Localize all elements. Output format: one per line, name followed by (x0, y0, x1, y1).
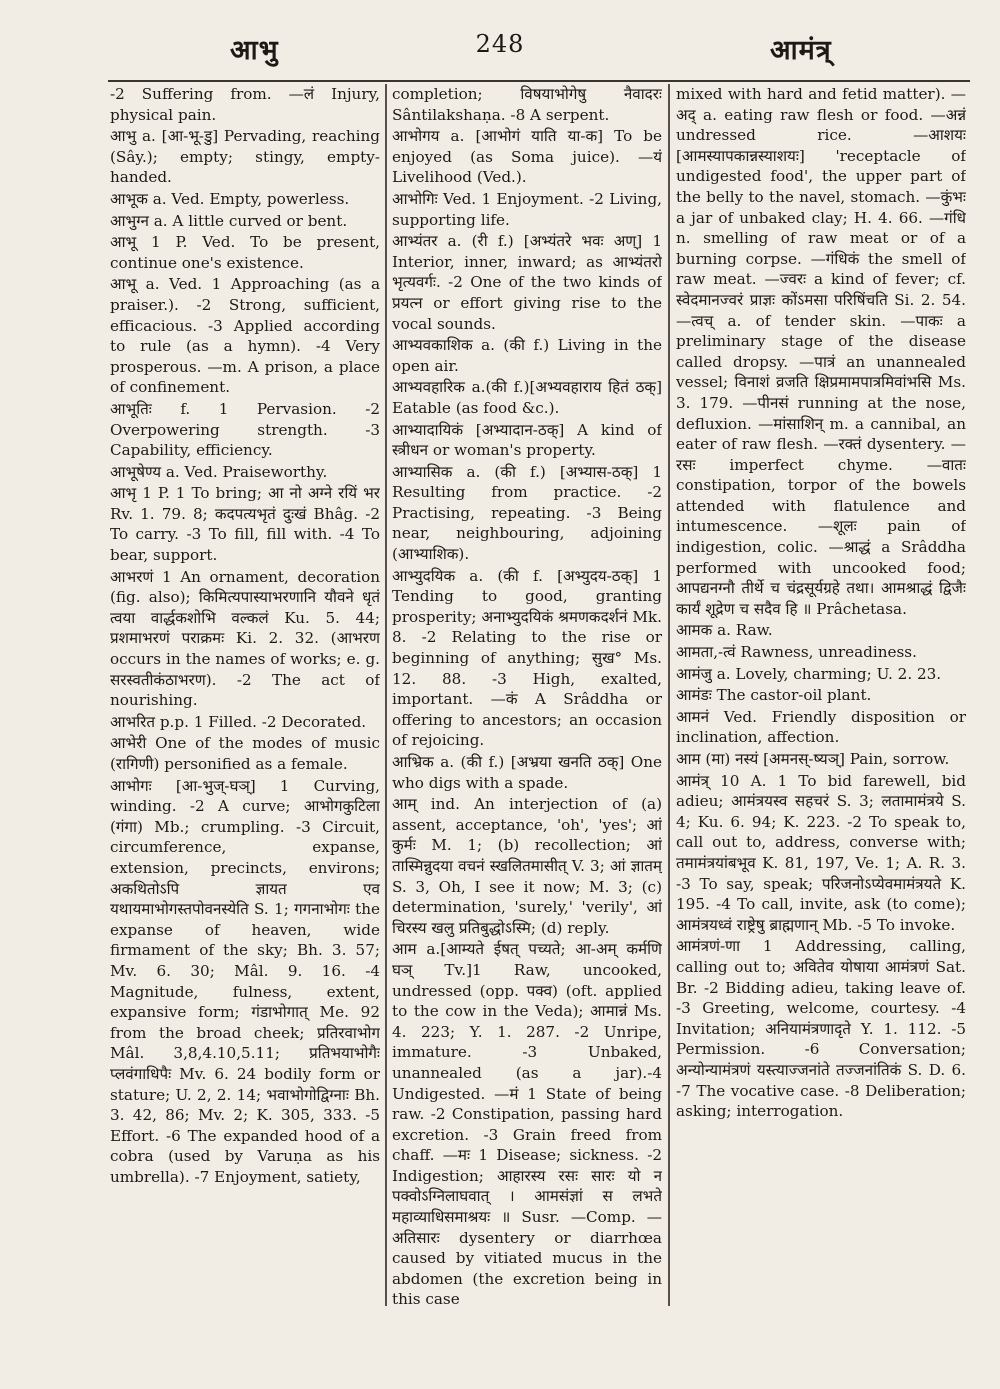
header-rule (108, 80, 970, 82)
dictionary-entry: आभू 1 P. Ved. To be present, continue one's existence. (110, 233, 380, 272)
dictionary-entry: आभूतिः f. 1 Pervasion. -2 Overpowering strength. -3 Capability, efficiency. (110, 399, 380, 460)
column-divider (385, 84, 387, 1306)
column-1 (110, 84, 380, 1309)
dictionary-entry: आमंडः The castor-oil plant. (676, 686, 872, 705)
dictionary-entry: आभ्यंतर a. (री f.) [अभ्यंतरे भवः अण्] 1 Interior, inner, inward; as आभ्यंतरो भृत्यवर्गः. -2 One of the two kinds of प्रयत्न or effort giving rise to the vocal sounds. (392, 232, 662, 333)
dictionary-entry: आभेरी One of the modes of music (रागिणी) personified as a female. (110, 734, 380, 773)
dictionary-entry: आभूक a. Ved. Empty, powerless. (110, 189, 350, 208)
dictionary-entry: आभ्यवहारिक a.(की f.)[अभ्यवहाराय हितं ठक्] Eatable (as food &c.). (392, 378, 662, 417)
dictionary-entry: आभोगः [आ-भुज्-घञ्] 1 Curving, winding. -2 A curve; आभोगकुटिला (गंगा) Mb.; crumpling. -3 Circuit, circumference, expanse, extension, precincts, environs; अकथितोऽपि ज्ञायत एव यथायमाभोगस्तपोवनस्येति S. 1; गगनाभोगः the expanse of heaven, wide firmament of the sky; Bh. 3. 57; Mv. 6. 30; Mâl. 9. 16. -4 Magnitude, fulness, extent, expansive form; गंडाभोगात् Me. 92 from the broad cheek; प्रतिरवाभोग Mâl. 3,8,4.10,5.11; प्रतिभयाभोगैः प्लवंगाधिपैः Mv. 6. 24 bodily form or stature; U. 2, 2. 14; भवाभोगोद्विग्नाः Bh. 3. 42, 86; Mv. 2; K. 305, 333. -5 Effort. -6 The expanded hood of a cobra (used by Varuṇa as his umbrella). -7 Enjoyment, satiety, (110, 776, 380, 1186)
dictionary-entry: आमंजु a. Lovely, charming; U. 2. 23. (676, 664, 942, 683)
dictionary-entry: mixed with hard and fetid matter). —अद् a. eating raw flesh or food. —अन्नं undressed rice. —आशयः [आमस्यापकान्नस्याशयः] 'receptacle of undigested food', the upper part of the belly to the navel, stomach. —कुंभः a jar of unbaked clay; H. 4. 66. —गंधि n. smelling of raw meat or of a burning corpse. —गंधिकं the smell of raw meat. —ज्वरः a kind of fever; cf. स्वेदमानज्वरं प्राज्ञः कोंऽमसा परिषिंचति Si. 2. 54. —त्वच् a. of tender skin. —पाकः a preliminary stage of the disease called dropsy. —पात्रं an unannealed vessel; विनाशं व्रजति क्षिप्रमामपात्रमिवांभसि Ms. 3. 179. —पीनसं running at the nose, defluxion. —मांसाशिन् m. a cannibal, an eater of raw flesh. —रक्तं dysentery. —रसः imperfect chyme. —वातः constipation, torpor of the bowels attended with flatulence and intumescence. —शूलः pain of indigestion, colic. —श्राद्धं a Srâddha performed with uncooked food; आपद्यनग्नौ तीर्थे च चंद्रसूर्यग्रहे तथा। आमश्राद्धं द्विजैः कार्यं शूद्रेण च सदैव हि ॥ Prâchetasa. (676, 85, 966, 618)
dictionary-entry: आभ्यादायिकं [अभ्यादान-ठक्] A kind of स्त्रीधन or woman's property. (392, 420, 662, 460)
dictionary-entry: आम a.[आम्यते ईषत् पच्यते; आ-अम् कर्मणि घञ् Tv.]1 Raw, uncooked, undressed (opp. पक्व) (oft. applied to the cow in the Veda); आमान्नं Ms. 4. 223; Y. 1. 287. -2 Unripe, immature. -3 Unbaked, unannealed (as a jar).-4 Undigested. —मं 1 State of being raw. -2 Constipation, passing hard excretion. -3 Grain freed from chaff. —मः 1 Disease; sickness. -2 Indigestion; आहारस्य रसः सारः यो न पक्वोऽग्निलाघवात् । आमसंज्ञां स लभते महाव्याधिसमाश्रयः ॥ Susr. —Comp. —अतिसारः dysentery or diarrhœa caused by vitiated mucus in the abdomen (the excretion being in this case (392, 940, 662, 1309)
dictionary-entry: आभोगय a. [आभोगं याति या-क] To be enjoyed (as Soma juice). —यं Livelihood (Ved.). (392, 127, 662, 187)
dictionary-entry: आभरित p.p. 1 Filled. -2 Decorated. (110, 712, 367, 731)
column-divider (668, 84, 670, 1306)
dictionary-entry: आभु a. [आ-भू-डु] Pervading, reaching (Sây.); empty; stingy, empty-handed. (110, 127, 380, 187)
dictionary-entry: आभ्यासिक a. (की f.) [अभ्यास-ठक्] 1 Resulting from practice. -2 Practising, repeating. -3 Being near, neighbouring, adjoining (आभ्याशिक). (392, 462, 662, 564)
dictionary-entry: आभोगिः Ved. 1 Enjoyment. -2 Living, supporting life. (392, 189, 662, 229)
dictionary-entry: आमता,-त्वं Rawness, unreadiness. (676, 643, 917, 662)
dictionary-entry: आभ्यवकाशिक a. (की f.) Living in the open air. (392, 336, 662, 375)
dictionary-entry: आभू a. Ved. 1 Approaching (as a praiser.). -2 Strong, sufficient, efficacious. -3 Applied according to rule (as a hymn). -4 Very prosperous. —m. A prison, a place of confinement. (110, 275, 380, 397)
dictionary-entry: आभुग्न a. A little curved or bent. (110, 211, 348, 230)
dictionary-entry: आभृ 1 P. 1 To bring; आ नो अग्ने रयिं भर Rv. 1. 79. 8; कदपत्यभृतं दुःखं Bhâg. -2 To carry. -3 To fill, fill with. -4 To bear, support. (110, 484, 380, 565)
column-3 (676, 84, 966, 1309)
dictionary-entry: आभ्युदयिक a. (की f. [अभ्युदय-ठक्] 1 Tending to good, granting prosperity; अनाभ्युदयिकं श्रमणकदर्शनं Mk. 8. -2 Relating to the rise or beginning of anything; सुख° Ms. 12. 88. -3 High, exalted, important. —कं A Srâddha or offering to ancestors; an occasion of rejoicing. (392, 566, 662, 750)
dictionary-entry: आम (मा) नस्यं [अमनस्-ष्यञ्] Pain, sorrow. (676, 750, 950, 768)
dictionary-entry: आमंत्र् 10 A. 1 To bid farewell, bid adieu; आमंत्रयस्व सहचरं S. 3; लतामामंत्रये S. 4; Ku. 6. 94; K. 223. -2 To speak to, call out to, address, converse with; तमामंत्रयांबभूव K. 81, 197, Ve. 1; A. R. 3. -3 To say, speak; परिजनोऽप्येवमामंत्रयते K. 195. -4 To call, invite, ask (to come); आमंत्रयध्वं राष्ट्रेषु ब्राह्मणान् Mb. -5 To invoke. (676, 771, 966, 934)
column-2 (392, 84, 662, 1309)
dictionary-entry: आभूषेण्य a. Ved. Praiseworthy. (110, 462, 328, 481)
dictionary-entry: आमक a. Raw. (676, 621, 773, 640)
dictionary-entry: -2 Suffering from. —लं Injury, physical pain. (110, 85, 380, 124)
page-number: 248 (475, 30, 525, 58)
dictionary-entry: completion; विषयाभोगेषु नैवादरः Sântilakshaṇa. -8 A serpent. (392, 85, 662, 124)
dictionary-entry: आमनं Ved. Friendly disposition or inclination, affection. (676, 707, 966, 747)
dictionary-entry: आभ्रिक a. (की f.) [अभ्रया खनति ठक्] One who digs with a spade. (392, 753, 662, 792)
dictionary-entry: आम् ind. An interjection of (a) assent, acceptance, 'oh', 'yes'; आं कुर्मः M. 1; (b) recollection; आं तास्मिन्नुदया वचनं स्खलितमासीत् V. 3; आं ज्ञातम् S. 3, Oh, I see it now; M. 3; (c) determination, 'surely,' 'verily', आं चिरस्य खलु प्रतिबुद्धोऽस्मि; (d) reply. (392, 795, 662, 937)
running-head-left: आभु (230, 35, 279, 66)
running-head-right: आमंत्र् (770, 35, 832, 66)
dictionary-entry: आभरणं 1 An ornament, decoration (fig. also); किमित्यपास्याभरणानि यौवने धृतं त्वया वार्द्धकशोभि वल्कलं Ku. 5. 44; प्रशमाभरणं पराक्रमः Ki. 2. 32. (आभरण occurs in the names of works; e. g. सरस्वतीकंठाभरण). -2 The act of nourishing. (110, 567, 380, 710)
dictionary-entry: आमंत्रणं-णा 1 Addressing, calling, calling out to; अवितेव योषाया आमंत्रणं Sat. Br. -2 Bidding adieu, taking leave of. -3 Greeting, welcome, courtesy. -4 Invitation; अनियामंत्रणादृते Y. 1. 112. -5 Permission. -6 Conversation; अन्योन्यामंत्रणं यस्त्याज्जनांते तज्जनांतिकं S. D. 6. -7 The vocative case. -8 Deliberation; asking; interrogation. (676, 937, 966, 1121)
